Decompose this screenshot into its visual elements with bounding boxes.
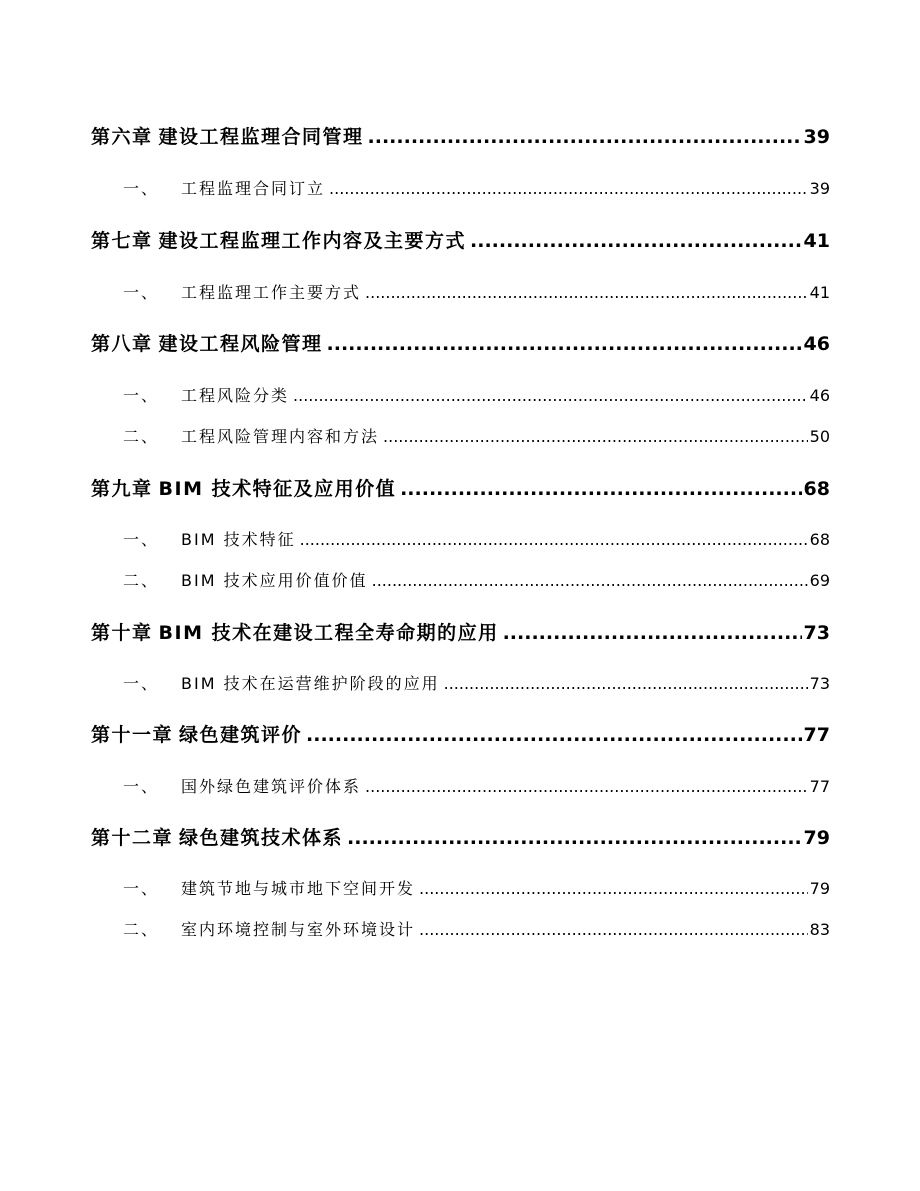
chapter-title: 绿色建筑评价: [179, 724, 303, 746]
section-number: 一、: [123, 879, 160, 898]
toc-section-7-1[interactable]: [123, 280, 830, 303]
section-number: 一、: [123, 179, 160, 198]
page-number: 79: [809, 879, 830, 898]
section-number: 二、: [123, 427, 160, 446]
chapter-number: 第十章: [91, 622, 153, 644]
dot-leader: [419, 879, 808, 898]
section-title: 工程风险管理内容和方法: [181, 427, 380, 446]
toc-section-12-2[interactable]: [123, 917, 830, 940]
toc-chapter-8[interactable]: [91, 329, 830, 356]
toc-chapter-6[interactable]: [91, 122, 830, 149]
chapter-number: 第八章: [91, 333, 153, 355]
page-number: 41: [803, 230, 830, 252]
section-number: 一、: [123, 283, 160, 302]
page-number: 41: [809, 283, 830, 302]
section-title: 工程风险分类: [181, 386, 290, 405]
section-number: 二、: [123, 571, 160, 590]
dot-leader: [368, 126, 802, 148]
dot-leader: [419, 920, 808, 939]
chapter-number: 第九章: [91, 478, 153, 500]
section-number: 一、: [123, 674, 160, 693]
toc-chapter-7[interactable]: [91, 226, 830, 253]
page-number: 69: [809, 571, 830, 590]
toc-section-9-2[interactable]: [123, 568, 830, 591]
dot-leader: [327, 333, 802, 355]
chapter-title: 建设工程监理工作内容及主要方式: [158, 230, 467, 252]
page-number: 39: [809, 179, 830, 198]
page-number: 46: [803, 333, 830, 355]
dot-leader: [444, 674, 808, 693]
page-number: 39: [803, 126, 830, 148]
chapter-title: 建设工程风险管理: [158, 333, 323, 355]
toc-section-11-1[interactable]: [123, 774, 830, 797]
dot-leader: [400, 478, 801, 500]
chapter-title: BIM 技术特征及应用价值: [158, 478, 397, 500]
page-number: 83: [809, 920, 830, 939]
page-number: 50: [809, 427, 830, 446]
toc-section-8-1[interactable]: [123, 383, 830, 406]
toc-chapter-12[interactable]: [91, 823, 830, 850]
page-number: 77: [803, 724, 830, 746]
chapter-number: 第十二章: [91, 827, 174, 849]
section-title: 工程监理合同订立: [181, 179, 326, 198]
toc-chapter-11[interactable]: [91, 720, 830, 747]
section-number: 一、: [123, 386, 160, 405]
section-title: BIM 技术在运营维护阶段的应用: [181, 674, 440, 693]
page-number: 68: [809, 530, 830, 549]
page-number: 68: [803, 478, 830, 500]
dot-leader: [300, 530, 808, 549]
toc-chapter-10[interactable]: [91, 618, 830, 645]
page-number: 77: [809, 777, 830, 796]
toc-section-6-1[interactable]: [123, 176, 830, 199]
dot-leader: [365, 777, 808, 796]
section-number: 一、: [123, 777, 160, 796]
chapter-title: BIM 技术在建设工程全寿命期的应用: [158, 622, 499, 644]
toc-section-10-1[interactable]: [123, 671, 830, 694]
dot-leader: [383, 427, 808, 446]
section-title: BIM 技术应用价值价值: [181, 571, 368, 590]
section-title: 室内环境控制与室外环境设计: [181, 920, 416, 939]
chapter-title: 建设工程监理合同管理: [158, 126, 364, 148]
section-number: 二、: [123, 920, 160, 939]
dot-leader: [372, 571, 808, 590]
dot-leader: [365, 283, 808, 302]
chapter-number: 第六章: [91, 126, 153, 148]
dot-leader: [293, 386, 808, 405]
page-number: 73: [809, 674, 830, 693]
dot-leader: [306, 724, 802, 746]
section-title: 国外绿色建筑评价体系: [181, 777, 362, 796]
dot-leader: [470, 230, 802, 252]
toc-chapter-9[interactable]: [91, 474, 830, 501]
chapter-title: 绿色建筑技术体系: [179, 827, 344, 849]
toc-section-9-1[interactable]: [123, 527, 830, 550]
chapter-number: 第十一章: [91, 724, 174, 746]
section-title: BIM 技术特征: [181, 530, 296, 549]
toc-section-12-1[interactable]: [123, 876, 830, 899]
section-number: 一、: [123, 530, 160, 549]
toc-section-8-2[interactable]: [123, 424, 830, 447]
dot-leader: [503, 622, 802, 644]
dot-leader: [347, 827, 802, 849]
page-number: 46: [809, 386, 830, 405]
page-number: 73: [803, 622, 830, 644]
page-number: 79: [803, 827, 830, 849]
section-title: 建筑节地与城市地下空间开发: [181, 879, 416, 898]
dot-leader: [329, 179, 808, 198]
chapter-number: 第七章: [91, 230, 153, 252]
section-title: 工程监理工作主要方式: [181, 283, 362, 302]
